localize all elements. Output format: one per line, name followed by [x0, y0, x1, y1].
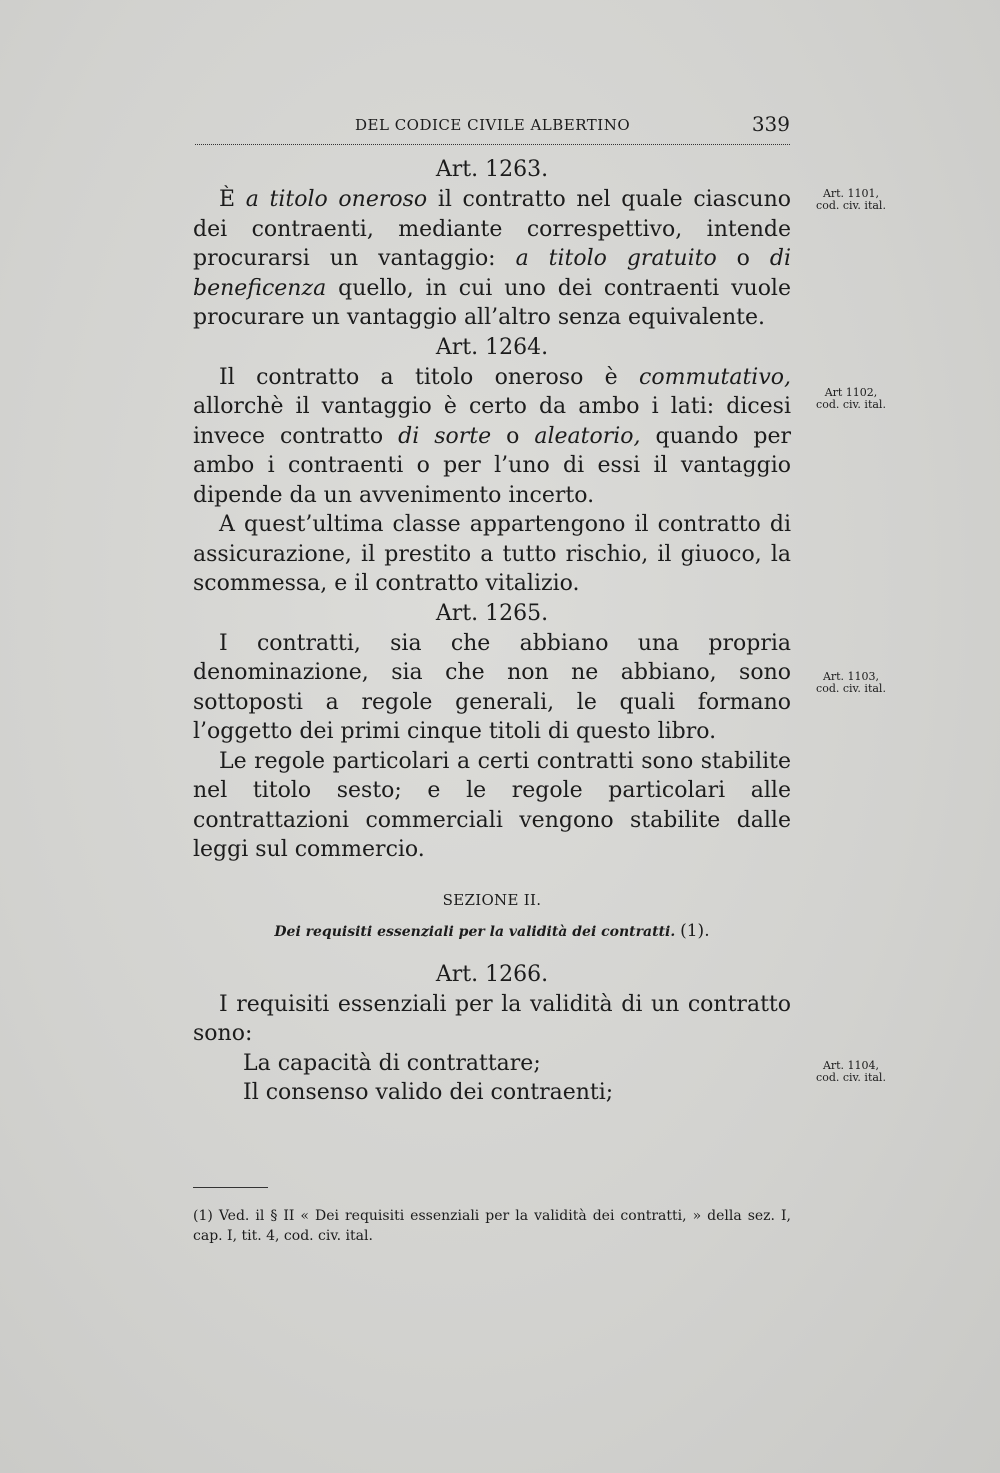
article-1263-paragraph: È a titolo oneroso il contratto nel quale ciascuno dei contraenti, mediante correspettivo, intende procurarsi un vantaggio: a titolo gratuito o di beneficenza quello, in cui uno dei contraenti vuole procurare un vantaggio all’altro senza equivalente.	[193, 187, 791, 330]
footnote-rule	[193, 1187, 268, 1188]
margin-note-1264: Art 1102, cod. civ. ital.	[816, 386, 886, 411]
body-text	[193, 155, 791, 1108]
article-1265-paragraph-2: Le regole particolari a certi contratti sono stabilite nel titolo sesto; e le regole particolari alle contrattazioni commerciali vengono stabilite dalle leggi sul commercio.	[193, 748, 791, 862]
requirement-item-1: La capacità di contrattare;	[243, 1050, 541, 1076]
section-title: SEZIONE II.	[442, 890, 542, 909]
margin-note-1263: Art. 1101, cod. civ. ital.	[816, 187, 886, 212]
footnote: (1) Ved. il § II « Dei requisiti essenziali per la validità dei contratti, » della sez. I, cap. I, tit. 4, cod. civ. ital.	[193, 1208, 791, 1244]
requirement-item-2: Il consenso valido dei contraenti;	[243, 1080, 614, 1105]
article-heading-1265: Art. 1265.	[435, 600, 549, 626]
article-1266-paragraph: I requisiti essenziali per la validità di un contratto sono:	[193, 991, 791, 1046]
article-1265-paragraph-1: I contratti, sia che abbiano una propria denominazione, sia che non ne abbiano, sono sottoposti a regole generali, le quali formano l’oggetto dei primi cinque titoli di questo libro.	[193, 630, 791, 744]
article-heading-1263: Art. 1263.	[435, 157, 549, 182]
running-head: DEL CODICE CIVILE ALBERTINO	[355, 116, 631, 134]
margin-note-1265: Art. 1103, cod. civ. ital.	[816, 670, 886, 695]
page-number: 339	[751, 112, 790, 136]
header-rule	[195, 144, 790, 145]
article-heading-1266: Art. 1266.	[435, 961, 549, 987]
section-subtitle: Dei requisiti essenziali per la validità dei contratti. (1).	[274, 920, 710, 941]
article-1264-paragraph-1: Il contratto a titolo oneroso è commutativo, allorchè il vantaggio è certo da ambo i lati: dicesi invece contratto di sorte o aleatorio, quando per ambo i contraenti o per l’uno di essi il vantaggio dipende da un avvenimento incerto.	[193, 364, 791, 508]
page-header	[195, 112, 790, 140]
footnote-reference: (1).	[680, 920, 710, 941]
article-heading-1264: Art. 1264.	[435, 334, 549, 360]
margin-note-1266: Art. 1104, cod. civ. ital.	[816, 1059, 886, 1084]
article-1264-paragraph-2: A quest’ultima classe appartengono il contratto di assicurazione, il prestito a tutto rischio, il giuoco, la scommessa, e il contratto vitalizio.	[193, 512, 791, 596]
